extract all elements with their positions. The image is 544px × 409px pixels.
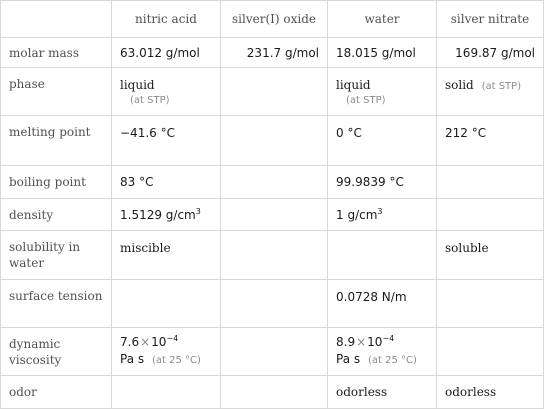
cell-value	[328, 199, 437, 231]
empty-cell	[328, 231, 437, 280]
table-row	[1, 166, 544, 199]
viscosity-base: 10	[151, 335, 167, 349]
empty-cell	[221, 68, 328, 116]
unit-exponent: 3	[195, 206, 201, 216]
table-row	[1, 280, 544, 328]
times-sign: ×	[356, 335, 367, 349]
empty-cell	[221, 376, 328, 409]
solubility-value: miscible	[120, 241, 171, 255]
cell-value	[437, 231, 544, 280]
cell-value	[112, 199, 221, 231]
row-label-boiling-point: boiling point	[1, 166, 112, 199]
table-row	[1, 376, 544, 409]
cell-value: 0 °C	[328, 116, 437, 166]
cell-value	[437, 376, 544, 409]
empty-cell	[112, 376, 221, 409]
cell-value	[328, 68, 437, 116]
odor-value: odorless	[336, 385, 388, 399]
cell-value	[112, 231, 221, 280]
viscosity-exponent: −4	[382, 334, 395, 343]
viscosity-base: 10	[367, 335, 383, 349]
viscosity-mantissa: 8.9	[336, 335, 356, 349]
empty-cell	[221, 328, 328, 376]
cell-value	[112, 68, 221, 116]
viscosity-mantissa: 7.6	[120, 335, 140, 349]
phase-note: (at STP)	[130, 95, 170, 106]
header-row	[1, 1, 544, 38]
row-label-melting-point: melting point	[1, 116, 112, 166]
corner-cell	[1, 1, 112, 38]
cell-value	[112, 328, 221, 376]
column-header-silver-oxide: silver(I) oxide	[221, 1, 328, 38]
empty-cell	[221, 199, 328, 231]
phase-value: solid	[445, 78, 474, 92]
cell-value: 63.012 g/mol	[112, 38, 221, 68]
row-label-density: density	[1, 199, 112, 231]
row-label-surface-tension: surface tension	[1, 280, 112, 328]
row-label-solubility: solubility in water	[1, 231, 112, 280]
phase-note: (at STP)	[481, 81, 522, 92]
empty-cell	[437, 199, 544, 231]
table-row	[1, 116, 544, 166]
cell-value	[437, 68, 544, 116]
empty-cell	[221, 166, 328, 199]
row-label-odor: odor	[1, 376, 112, 409]
times-sign: ×	[140, 335, 151, 349]
empty-cell	[437, 328, 544, 376]
solubility-value: soluble	[445, 241, 489, 255]
phase-value: liquid	[336, 78, 371, 92]
cell-value: 18.015 g/mol	[328, 38, 437, 68]
table-row	[1, 199, 544, 231]
cell-value: 99.9839 °C	[328, 166, 437, 199]
unit-exponent: 3	[377, 206, 383, 216]
empty-cell	[112, 280, 221, 328]
cell-value: 83 °C	[112, 166, 221, 199]
empty-cell	[221, 231, 328, 280]
density-value: 1.5129 g/cm	[120, 207, 196, 222]
table-row	[1, 231, 544, 280]
row-label-dynamic-viscosity: dynamic viscosity	[1, 328, 112, 376]
cell-value	[328, 328, 437, 376]
cell-value: 231.7 g/mol	[221, 38, 328, 68]
phase-note: (at STP)	[346, 95, 386, 106]
row-label-phase: phase	[1, 68, 112, 116]
viscosity-unit: Pa s	[120, 352, 145, 366]
viscosity-note: (at 25 °C)	[151, 355, 201, 366]
cell-value: 0.0728 N/m	[328, 280, 437, 328]
cell-value: 169.87 g/mol	[437, 38, 544, 68]
viscosity-note: (at 25 °C)	[367, 355, 417, 366]
column-header-water: water	[328, 1, 437, 38]
viscosity-exponent: −4	[166, 334, 179, 343]
column-header-nitric-acid: nitric acid	[112, 1, 221, 38]
row-label-molar-mass: molar mass	[1, 38, 112, 68]
empty-cell	[437, 166, 544, 199]
table-row	[1, 68, 544, 116]
cell-value	[328, 376, 437, 409]
table-row	[1, 38, 544, 68]
empty-cell	[437, 280, 544, 328]
phase-value: liquid	[120, 78, 155, 92]
empty-cell	[221, 116, 328, 166]
cell-value: 212 °C	[437, 116, 544, 166]
odor-value: odorless	[445, 385, 497, 399]
cell-value: −41.6 °C	[112, 116, 221, 166]
viscosity-unit: Pa s	[336, 352, 361, 366]
column-header-silver-nitrate: silver nitrate	[437, 1, 544, 38]
table-row	[1, 328, 544, 376]
density-value: 1 g/cm	[336, 207, 378, 222]
empty-cell	[221, 280, 328, 328]
